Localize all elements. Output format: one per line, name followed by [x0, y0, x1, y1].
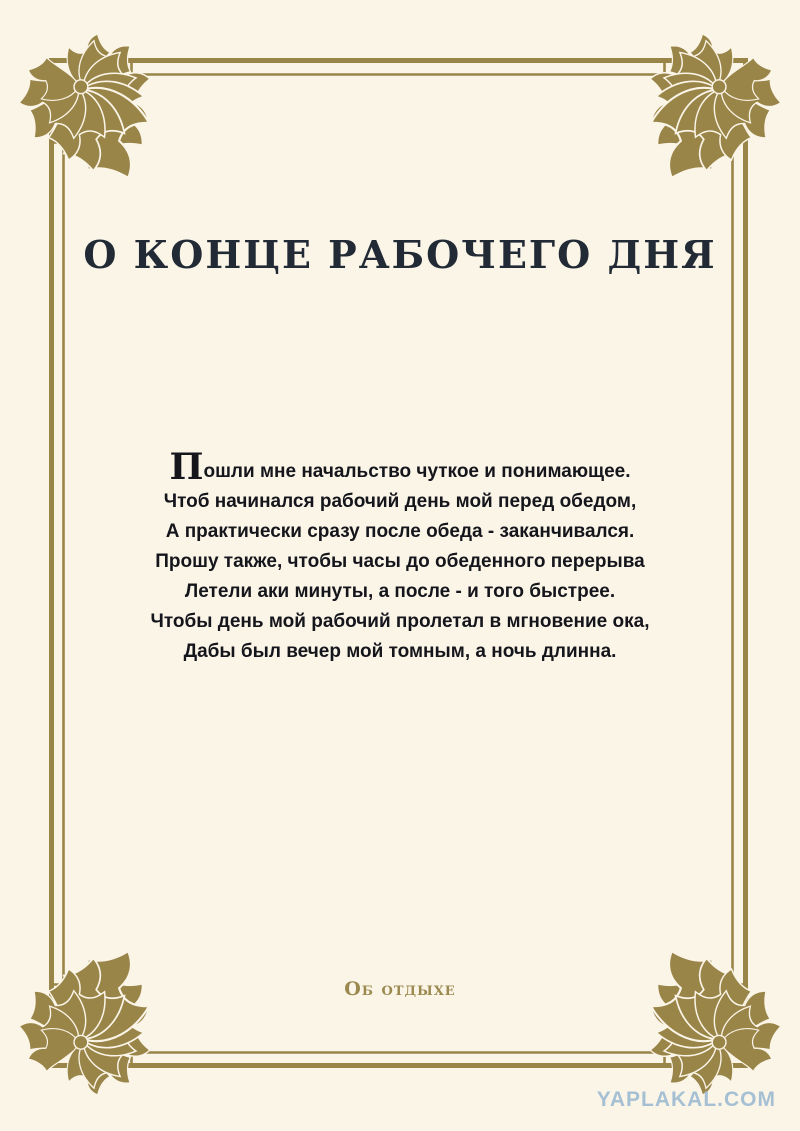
poem-line: Дабы был вечер мой томным, а ночь длинна.: [183, 641, 617, 662]
poem-line: Чтоб начинался рабочий день мой перед обедом,: [163, 491, 637, 512]
poem-line: Чтобы день мой рабочий пролетал в мгновение ока,: [150, 611, 650, 632]
corner-ornament-top-right-icon: [626, 24, 778, 176]
poem-line: Летели аки минуты, а после - и того быстрее.: [184, 581, 616, 602]
corner-ornament-top-left-icon: [22, 24, 174, 176]
poem-line: [60, 446, 740, 488]
section-caption: Об отдыхе: [344, 978, 456, 1000]
page-title: О КОНЦЕ РАБОЧЕГО ДНЯ: [83, 232, 717, 277]
drop-cap: П: [169, 446, 204, 488]
poem-line: Прошу также, чтобы часы до обеденного перерыва: [155, 551, 645, 572]
poem-line: А практически сразу после обеда - заканчивался.: [165, 521, 635, 542]
poem-text: [60, 446, 740, 667]
corner-ornament-bottom-right-icon: [626, 953, 778, 1105]
corner-ornament-bottom-left-icon: [22, 953, 174, 1105]
site-watermark: YAPLAKAL.COM: [596, 1088, 776, 1111]
poem-line-text: ошли мне начальство чуткое и понимающее.: [203, 461, 631, 482]
